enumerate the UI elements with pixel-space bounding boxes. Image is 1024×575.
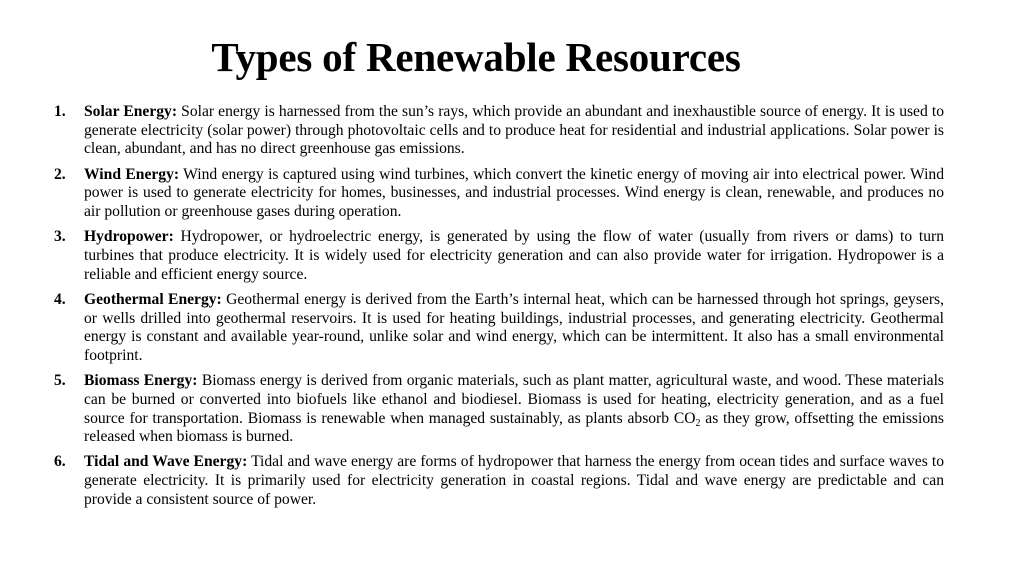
list-item-number: 4. [54,290,66,308]
list-item-heading: Hydropower: [84,228,174,246]
list-item-number: 2. [54,165,66,183]
list-item-biomass [54,372,944,447]
list-item-number: 6. [54,453,66,471]
list-item-hydropower [54,228,944,284]
renewable-resources-list [54,103,944,516]
list-item-text: Biomass energy is derived from organic materials, such as plant matter, agricultural waste, and wood. These materials can be burned or converted into biofuels like ethanol and biodiesel. Biomass is used for heating, electricity generation, and as a fuel source for transportation. Biomass is renewable when managed sustainably, as plants absorb CO [84,372,944,427]
co2-subscript: 2 [695,417,701,429]
list-item-heading: Tidal and Wave Energy: [84,453,248,471]
list-item-geothermal [54,291,944,366]
list-item-heading: Biomass Energy: [84,372,198,390]
list-item-wind [54,166,944,222]
slide-title: Types of Renewable Resources [211,34,741,80]
list-item-text: Solar energy is harnessed from the sun’s rays, which provide an abundant and inexhaustible source of energy. It is used to generate electricity (solar power) through photovoltaic cells and to produce heat for residential and industrial applications. Solar power is clean, abundant, and has no direct greenhouse gas emissions. [84,103,945,158]
list-item-tidal-wave [54,453,944,509]
list-item-heading: Geothermal Energy: [84,290,222,308]
list-item-number: 1. [54,103,66,120]
list-item-heading: Solar Energy: [84,103,178,120]
list-item-solar [54,103,944,159]
list-item-text: Hydropower, or hydroelectric energy, is generated by using the flow of water (usually from rivers or dams) to turn turbines that produce electricity. It is widely used for electricity generation and can also provide water for irrigation. Hydropower is a reliable and efficient energy source. [84,228,944,283]
list-item-text: Wind energy is captured using wind turbines, which convert the kinetic energy of moving air into electrical power. Wind power is used to generate electricity for homes, businesses, and industrial processes. Wind energy is clean, renewable, and produces no air pollution or greenhouse gases during operation. [84,165,944,221]
list-item-heading: Wind Energy: [84,165,180,183]
list-item-text: Geothermal energy is derived from the Earth’s internal heat, which can be harnessed through hot springs, geysers, or wells drilled into geothermal reservoirs. It is used for heating buildings, industrial processes, and generating electricity. Geothermal energy is constant and available year-round, unlike solar and wind energy, which can be intermittent. It also has a small environmental footprint. [84,290,944,364]
list-item-number: 5. [54,372,66,390]
list-item-text: Tidal and wave energy are forms of hydropower that harness the energy from ocean tides and surface waves to generate electricity. It is primarily used for electricity generation in coastal regions. Tidal and wave energy are predictable and can provide a consistent source of power. [84,453,944,508]
list-item-number: 3. [54,228,66,246]
list-item-text-continued: as they grow, offsetting the emissions released when biomass is burned. [84,409,944,446]
